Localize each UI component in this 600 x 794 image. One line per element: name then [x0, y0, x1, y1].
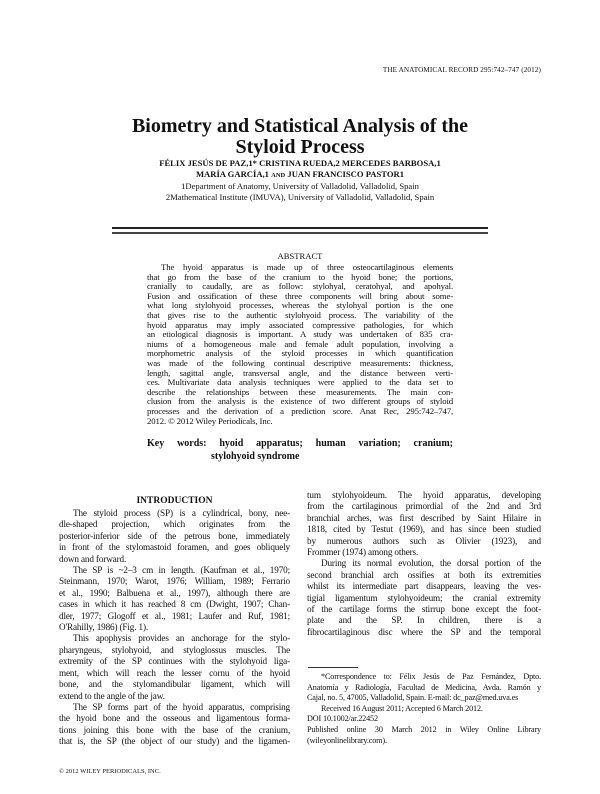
- authors-line: [100, 169, 500, 181]
- text-line: cases in which it has reached 8 cm (Dwight, 1907; Chan-: [59, 599, 290, 610]
- text-line: an etiological diagnosis is important. A study was undertaken of 835 cra-: [147, 329, 453, 340]
- text-line: clusion from the analysis is the existence of two different groups of styloid: [147, 396, 453, 407]
- text-line: tions joining this bone with the base of the cranium,: [59, 724, 290, 735]
- keywords: [147, 437, 453, 463]
- text-line: Received 16 August 2011; Accepted 6 March 2012.: [321, 703, 483, 713]
- text-line: that gives rise to the authentic stylohyoid process. The variability of the: [147, 309, 453, 320]
- text-line: This apophysis provides an anchorage for the stylo-: [73, 633, 290, 644]
- text-line: 1818, cited by Testut (1969), and has since been studied: [307, 524, 541, 535]
- text-line: by numerous authors such as Olivier (1923), and: [307, 535, 541, 546]
- text-line: DOI 10.1002/ar.22452: [307, 714, 378, 724]
- text-line: 2012. © 2012 Wiley Periodicals, Inc.: [147, 415, 273, 426]
- text-line: dler, 1977; Glogoff et al., 1981; Laufer and Ruf, 1981;: [59, 610, 290, 621]
- introduction-heading: INTRODUCTION: [136, 496, 213, 506]
- affiliations: [100, 181, 500, 202]
- text-line: ment, which will reach the lesser cornu of the hyoid: [59, 667, 290, 678]
- text-line: describe the relationships between these measurements. The main con-: [147, 386, 453, 397]
- text-line: down and forward.: [59, 553, 127, 564]
- text-line: posterior-inferior side of the petrous bone, immediately: [59, 530, 290, 541]
- divider: [112, 232, 488, 234]
- text-line: tum stylohyoideum. The hyoid apparatus, developing: [307, 490, 541, 500]
- text-line: (wileyonlinelibrary.com).: [307, 735, 387, 745]
- text-line: niums of a homogeneous male and female adult population, involving a: [147, 338, 453, 349]
- copyright: © 2012 WILEY PERIODICALS, INC.: [59, 768, 161, 775]
- text-line: pharyngeus, stylohyoid, and styloglossus muscles. The: [59, 644, 290, 655]
- keywords-line: Key words: hyoid apparatus; human variation; cranium;: [147, 438, 453, 449]
- text-line: The SP forms part of the hyoid apparatus, comprising: [73, 701, 290, 712]
- title-line: Biometry and Statistical Analysis of the: [131, 115, 469, 137]
- text-line: *Correspondence to: Félix Jesús de Paz Fernández, Dpto.: [321, 672, 541, 681]
- text-line: of the cartilage forms the stirrup bone except the foot-: [307, 604, 541, 615]
- footnotes: [307, 672, 541, 746]
- text-line: length, sagittal angle, transversal angle, and the distance between verti-: [147, 367, 453, 378]
- affiliation: 1Department of Anatomy, University of Valladolid, Valladolid, Spain: [181, 181, 419, 191]
- text-line: second branchial arch ossifies at both its extremities: [307, 569, 541, 580]
- text-line: fibrocartilaginous disc where the SP and the temporal: [307, 626, 541, 637]
- text-line: The hyoid apparatus is made up of three osteocartilaginous elements: [161, 262, 453, 272]
- text-line: whilst its intermediate part disappears, leaving the ves-: [307, 581, 541, 592]
- footnote-rule: [308, 667, 358, 668]
- authors: [100, 158, 500, 181]
- left-column: [59, 508, 290, 748]
- text-line: tigial ligamentum stylohyoideum; the cranial extremity: [307, 592, 541, 603]
- text-line: extremity of the SP continues with the stylohyoid liga-: [59, 656, 290, 667]
- keywords-line: stylohyoid syndrome: [211, 451, 300, 462]
- text-line: morphometric analysis of the styloid processes in which quantification: [147, 348, 453, 359]
- text-line: from the cartilaginous primordial of the 2nd and 3rd: [307, 501, 541, 512]
- text-line: that go from the base of the cranium to the hyoid bone; the portions,: [147, 271, 453, 282]
- abstract-heading: ABSTRACT: [277, 251, 323, 261]
- text-line: et al., 1990; Balbuena et al., 1997), although there are: [59, 587, 290, 598]
- text-line: Fusion and ossification of these three components will bring about some-: [147, 290, 453, 301]
- text-line: dle-shaped projection, which originates from the: [59, 519, 290, 530]
- text-line: the hyoid bone and the osseous and ligamentous forma-: [59, 713, 290, 724]
- divider: [112, 227, 488, 229]
- text-line: During its normal evolution, the dorsal portion of the: [321, 558, 541, 569]
- author: MARÍA GARCÍA,1: [195, 169, 269, 179]
- text-line: Frommer (1974) among others.: [307, 547, 419, 558]
- text-line: O'Rahilly, 1986) (Fig. 1).: [59, 622, 149, 633]
- journal-header: THE ANATOMICAL RECORD 295:742–747 (2012): [382, 66, 541, 74]
- text-line: what long stylohyoid processes, whereas the stylohyal portion is the one: [147, 300, 453, 311]
- text-line: The styloid process (SP) is a cylindrical, bony, nee-: [73, 508, 290, 518]
- and-word: AND: [271, 172, 286, 179]
- paper-title: [100, 116, 500, 158]
- text-line: Published online 30 March 2012 in Wiley Online Library: [307, 724, 541, 734]
- text-line: was made of the following continual descriptive measurements: thickness,: [147, 357, 453, 368]
- text-line: The SP is ~2–3 cm in length. (Kaufman et al., 1970;: [73, 565, 290, 576]
- abstract: [147, 263, 453, 426]
- text-line: that is, the SP (the object of our study) and the ligamen-: [59, 736, 290, 747]
- right-column: [307, 490, 541, 638]
- title-line: Styloid Process: [235, 136, 365, 158]
- text-line: Anatomía y Radiología, Facultad de Medicina, Avda. Ramón y: [307, 682, 541, 692]
- text-line: hyoid apparatus may imply associated compressive pathologies, for which: [147, 319, 453, 330]
- text-line: bone, and the stylomandibular ligament, which will: [59, 679, 290, 690]
- authors-line: FÉLIX JESÚS DE PAZ,1* CRISTINA RUEDA,2 MERCEDES BARBOSA,1: [159, 158, 441, 168]
- text-line: Steinmann, 1970; Warot, 1976; William, 1989; Ferrario: [59, 576, 290, 587]
- text-line: Cajal, no. 5, 47005, Valladolid, Spain. E-mail: dc_paz@med.uva.es: [307, 693, 519, 703]
- text-line: cranially to caudally, are as follow: stylohyal, ceratohyal, and apohyal.: [147, 281, 453, 292]
- text-line: processes and the derivation of a prediction score. Anat Rec, 295:742–747,: [147, 405, 453, 416]
- author: JUAN FRANCISCO PASTOR1: [287, 169, 405, 179]
- affiliation: 2Mathematical Institute (IMUVA), University of Valladolid, Valladolid, Spain: [165, 191, 435, 202]
- text-line: extend to the angle of the jaw.: [59, 690, 165, 701]
- text-line: plate and the SP. In children, there is a: [307, 615, 541, 626]
- text-line: ces. Multivariate data analysis techniques were applied to the data set to: [147, 377, 453, 388]
- text-line: branchial arches, was first described by Saint Hilaire in: [307, 512, 541, 523]
- text-line: in front of the stylomastoid foramen, and goes obliquely: [59, 542, 290, 553]
